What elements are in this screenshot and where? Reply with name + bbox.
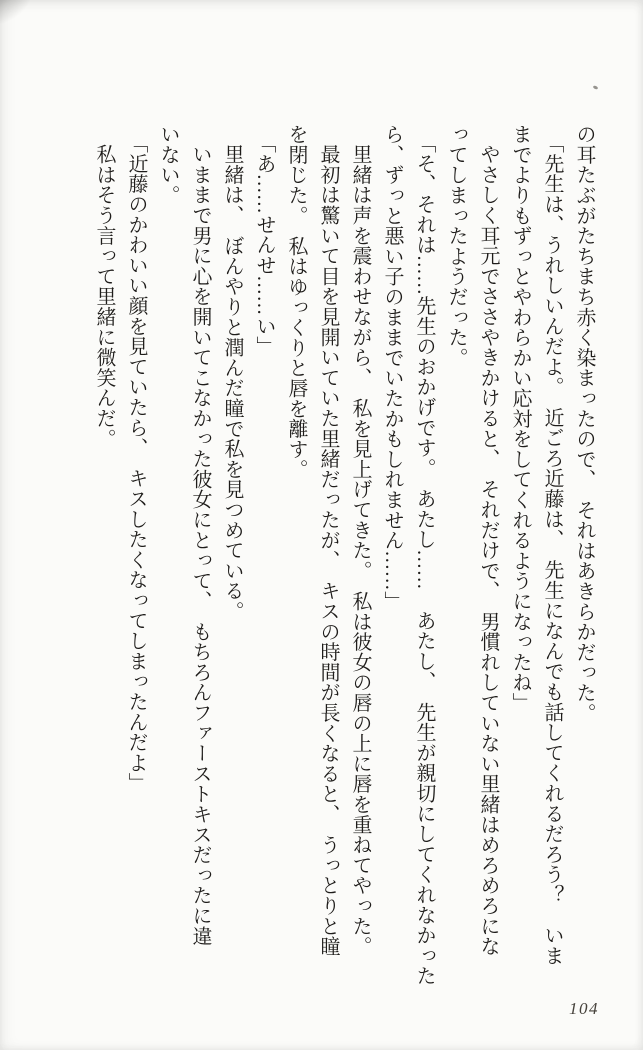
scan-corner-shadow — [0, 0, 32, 24]
text-line: 「先生は、うれしいんだよ。 近ごろ近藤は、 先生になんでも話してくれるだろう？ いま — [541, 133, 563, 966]
text-line: 里緒は声を震わせながら、 私を見上げてきた。 私は彼女の唇の上に唇を重ねてやった。 — [349, 144, 371, 957]
text-line: 私はそう言って里緒に微笑んだ。 — [93, 144, 115, 449]
text-line: 「近藤のかわいい顔を見ていたら、 キスしたくなってしまったんだよ」 — [125, 133, 147, 793]
text-line: ってしまったようだった。 — [445, 124, 467, 368]
text-line: 里緒は、 ぼんやりと潤んだ瞳で私を見つめている。 — [221, 144, 243, 622]
text-line: いままで男に心を開いてこなかった彼女にとって、 もちろんファーストキスだったに違 — [189, 144, 211, 946]
vertical-text-block — [84, 124, 600, 1000]
text-line: の耳たぶがたちまち赤く染まったので、 それはあきらかだった。 — [573, 124, 595, 723]
text-line: 「そ、それは……先生のおかげです。 あたし…… あたし、 先生が親切にしてくれなかった — [413, 133, 435, 986]
text-line: 「あ……せんせ……い」 — [253, 133, 275, 357]
text-line: を閉じた。 私はゆっくりと唇を離す。 — [285, 124, 307, 480]
text-line: 最初は驚いて目を見開いていた里緒だったが、 キスの時間が長くなると、 うっとりと瞳 — [317, 144, 339, 957]
page-number: 104 — [569, 999, 599, 1018]
text-line: までよりもずっとやわらかい応対をしてくれるようになったね」 — [509, 124, 531, 713]
text-line: ら、ずっと悪い子のままでいたかもしれません……」 — [381, 124, 403, 612]
text-line: いない。 — [157, 124, 179, 206]
text-line: やさしく耳元でささやきかけると、 それだけで、 男慣れしていない里緒はめろめろにな — [477, 144, 499, 957]
scan-speck — [593, 85, 599, 90]
